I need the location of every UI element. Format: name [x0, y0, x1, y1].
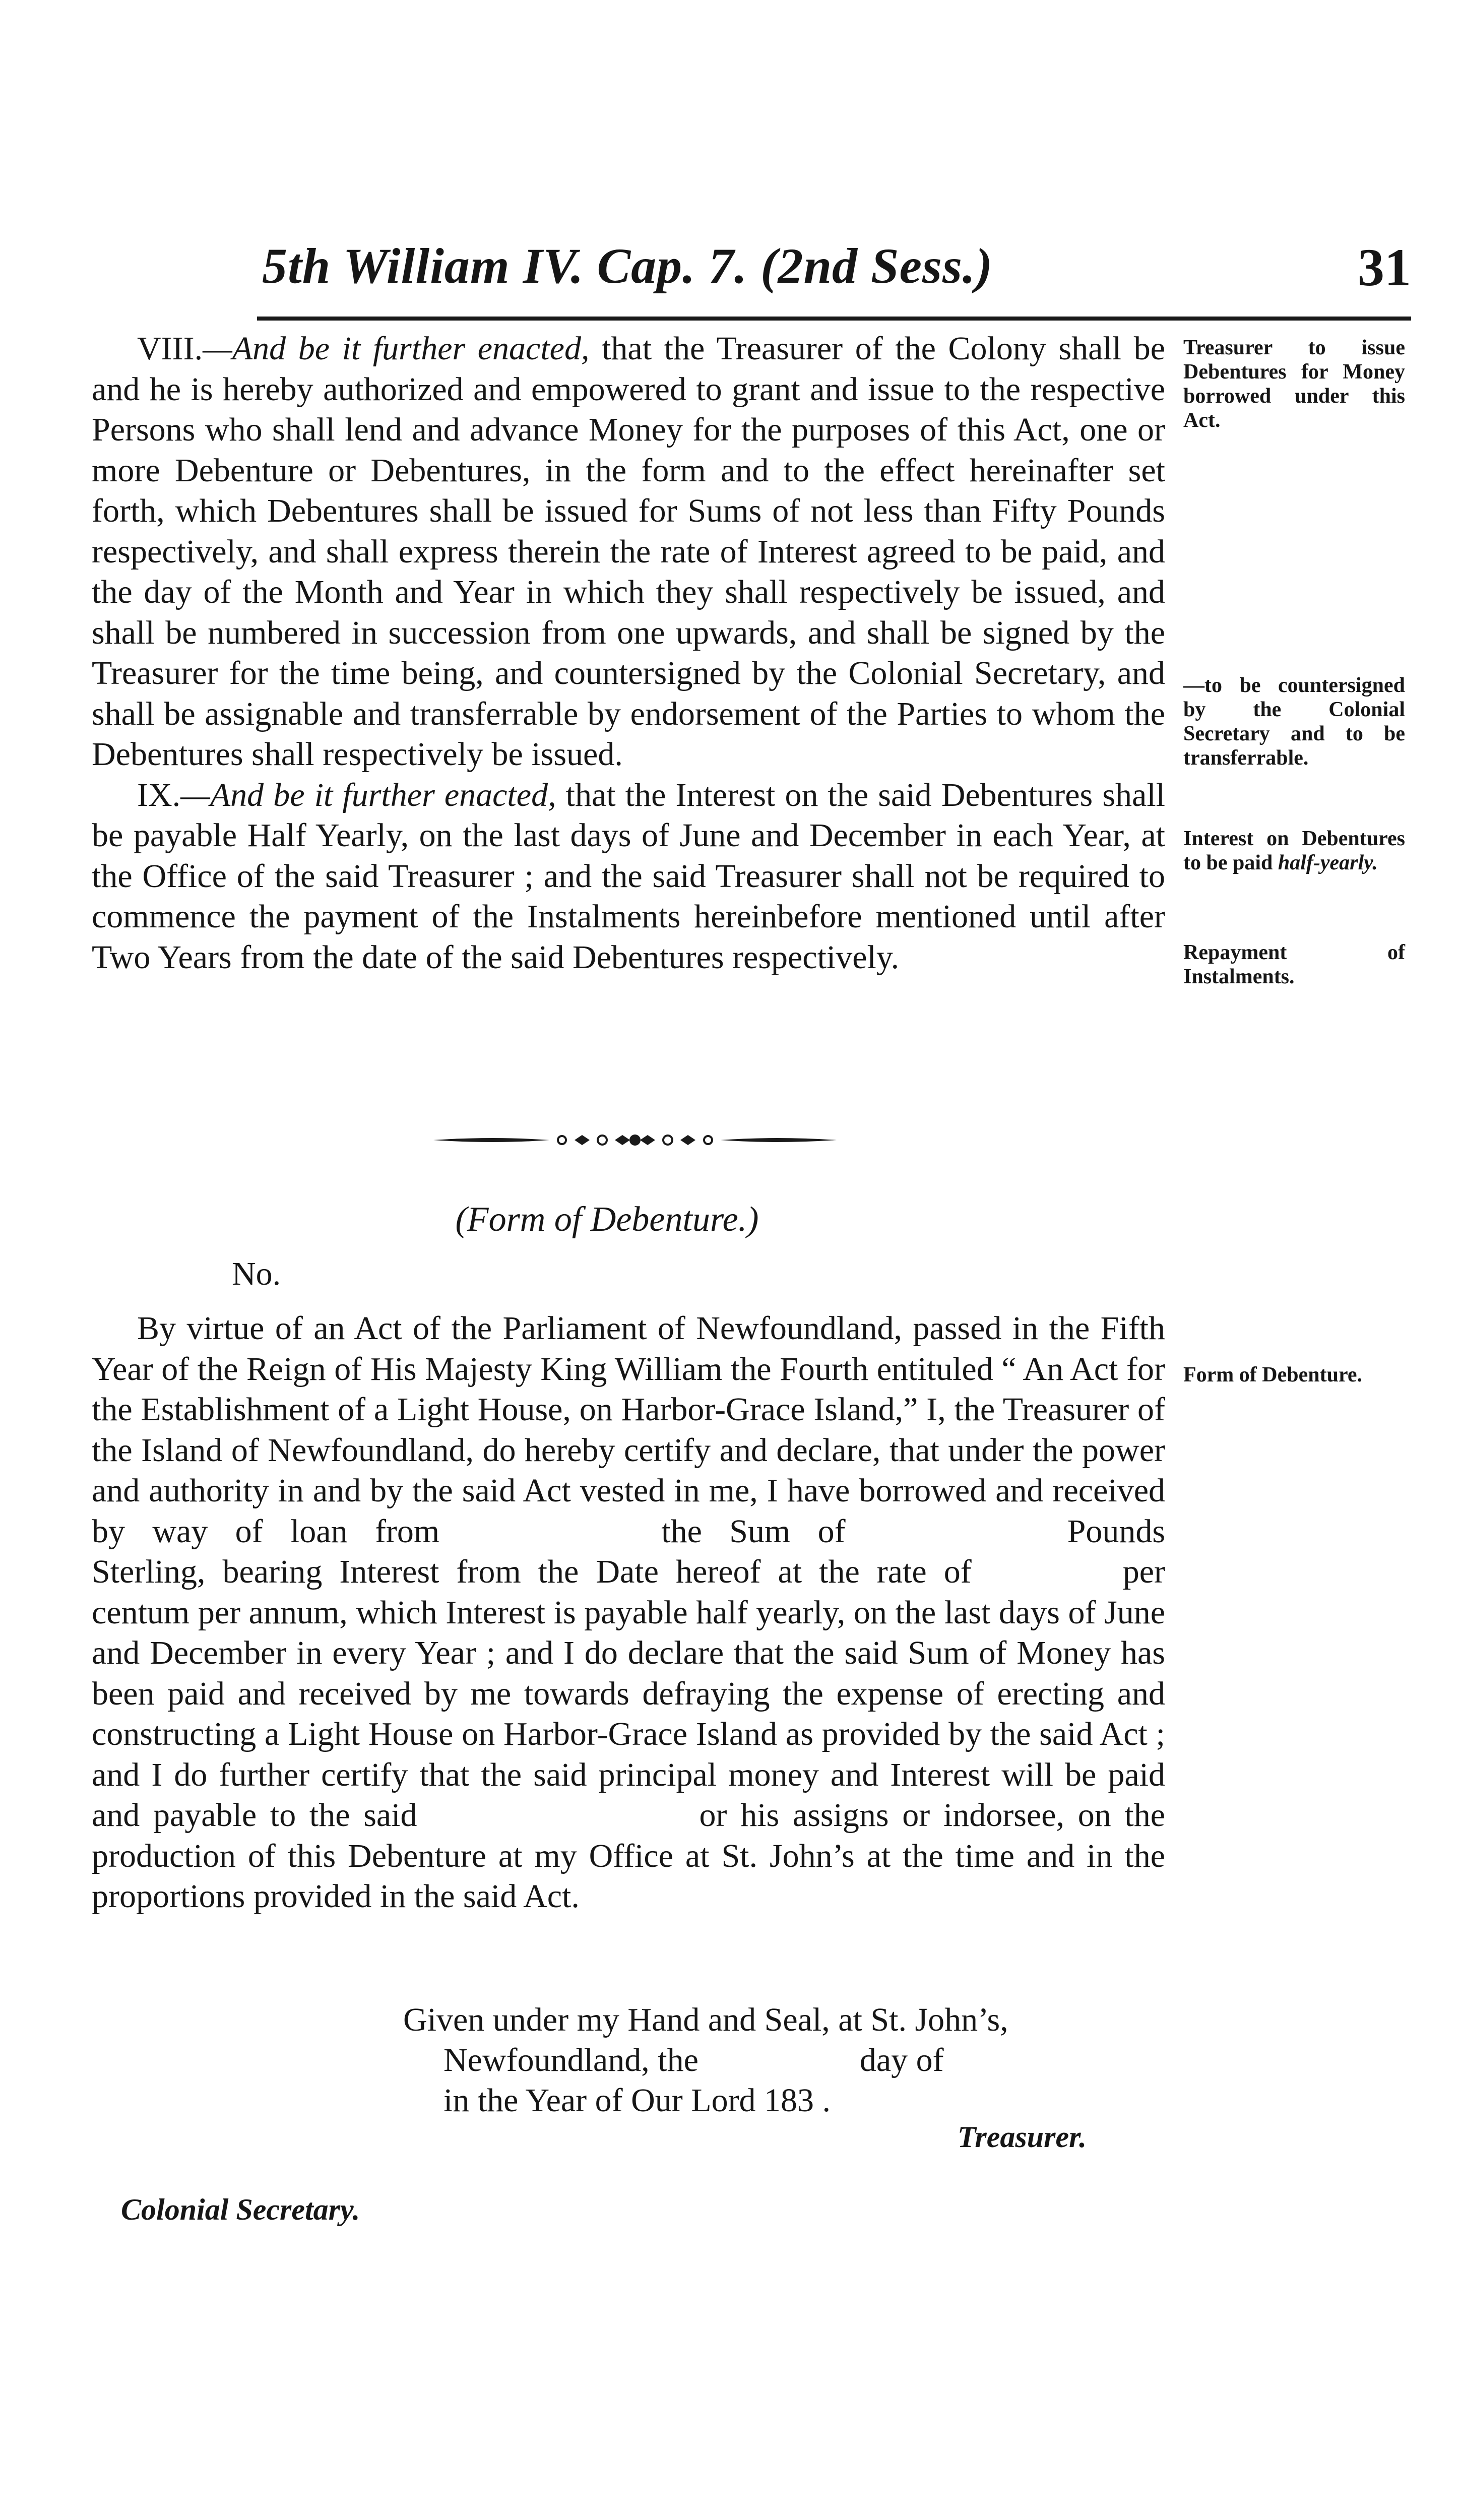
running-head	[262, 237, 1411, 307]
given-line-2-place: Newfoundland, the	[443, 2042, 698, 2078]
form-text-intro: By virtue of an Act of the Parliament of Newfoundland, passed in the Fifth Year of the Reign of His Majesty King William the Fourth entituled “ An Act for the Establishment of a Light House, on Harbor-Grace Island,” I, the Treasurer of the Island of Newfoundland, do hereby certify and declare, that under the power and authority in and by the said Act vested in me, I have borrowed and received by way of loan from	[92, 1310, 1165, 1550]
margin-note-interest-half-yearly: half-yearly.	[1278, 851, 1378, 874]
form-text-assigns: or his assigns or indorsee, on the production of this Debenture at my Office at St. John’s at the time and in the proportions provided in the said Act.	[92, 1797, 1166, 1915]
page-number: 31	[1358, 238, 1411, 297]
given-line-2	[403, 2040, 1008, 2081]
section-viii-enacting: —And be it further enacted,	[203, 330, 590, 367]
margin-note-repayment: Repayment of Instalments.	[1183, 941, 1405, 988]
given-under-hand	[403, 2000, 1008, 2121]
ornament-divider	[433, 1130, 837, 1150]
given-line-2-day: day of	[859, 2042, 944, 2078]
form-number-label: No.	[232, 1255, 281, 1292]
margin-note-form: Form of Debenture.	[1183, 1363, 1362, 1387]
section-ix-number: IX.	[137, 776, 181, 813]
margin-note-interest-text: Interest on Debentures to be paid	[1183, 827, 1405, 874]
form-text-sum: the Sum of	[661, 1513, 846, 1550]
section-ix-text: that the Interest on the said Debentures shall be payable Half Yearly, on the last days of June and December in each Year, at the Office of the said Treasurer ; and the said Treasurer shall not be required to commence the payment of the Instalments hereinbefore mentioned until after Two Years from the date of the said Debentures respectively.	[92, 776, 1165, 976]
colonial-secretary-signature-line: Colonial Secretary.	[121, 2193, 360, 2226]
sections-body	[92, 329, 1165, 978]
margin-note-treasurer: Treasurer to issue Debentures for Money borrowed under this Act.	[1183, 336, 1405, 432]
form-text-interest: per centum per annum, which Interest is payable half yearly, on the last days of June and December in every Year ; and I do declare that the said Sum of Money has been paid and received by me towards defraying the expense of erecting and constructing a Light House on Harbor-Grace Island as provided by the said Act ; and I do further certify that the said principal money and Interest will be paid and payable to the said	[92, 1553, 1165, 1834]
section-viii-number: VIII.	[137, 330, 203, 367]
form-body	[92, 1308, 1165, 1917]
section-viii	[92, 329, 1165, 775]
form-title: (Form of Debenture.)	[455, 1200, 759, 1239]
section-ix-enacting: —And be it further enacted,	[180, 776, 556, 813]
form-text-pounds: Pounds Sterling, bearing Interest from the Date hereof at the rate of	[92, 1513, 1165, 1590]
treasurer-signature-line: Treasurer.	[958, 2120, 1087, 2154]
form-paragraph	[92, 1308, 1165, 1917]
margin-note-countersigned: —to be countersigned by the Colonial Secretary and to be transferrable.	[1183, 674, 1405, 770]
margin-note-interest	[1183, 827, 1405, 875]
given-line-1: Given under my Hand and Seal, at St. John’s,	[403, 2001, 1008, 2038]
act-title: 5th William IV. Cap. 7. (2nd Sess.)	[262, 238, 993, 294]
section-ix	[92, 775, 1165, 978]
header-rule	[257, 317, 1411, 321]
given-line-3: in the Year of Our Lord 183 .	[443, 2082, 831, 2119]
section-viii-text: that the Treasurer of the Colony shall be and he is hereby authorized and empowered to grant and issue to the respective Persons who shall lend and advance Money for the purposes of this Act, one or more Debenture or Debentures, in the form and to the effect hereinafter set forth, which Debentures shall be issued for Sums of not less than Fifty Pounds respectively, and shall express therein the rate of Interest agreed to be paid, and the day of the Month and Year in which they shall respectively be issued, and shall be numbered in succession from one upwards, and shall be signed by the Treasurer for the time being, and countersigned by the Colonial Secretary, and shall be assignable and transferrable by endorsement of the Parties to whom the Debentures shall respectively be issued.	[92, 330, 1165, 773]
